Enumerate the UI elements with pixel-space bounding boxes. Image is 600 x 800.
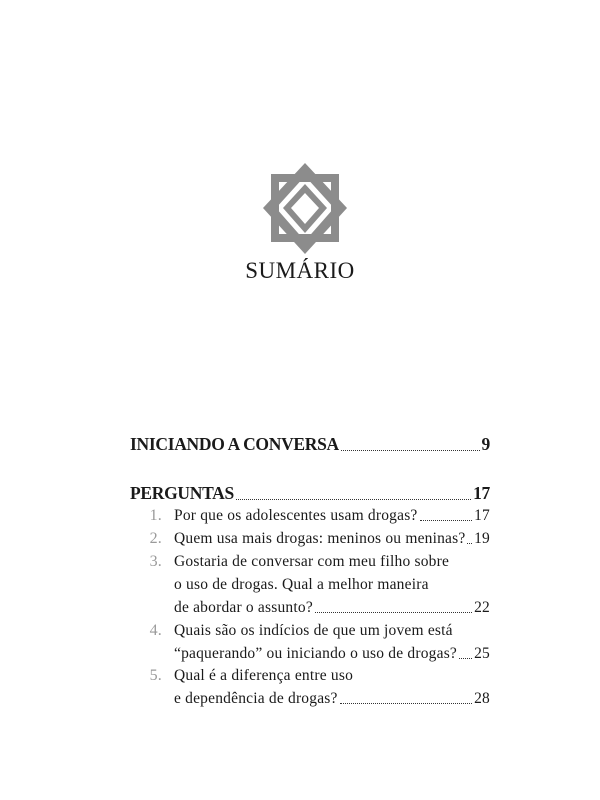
- page-title: SUMÁRIO: [245, 258, 355, 283]
- item-number: 3.: [149, 553, 162, 570]
- page-number: 19: [474, 530, 490, 547]
- item-line: Por que os adolescentes usam drogas?: [174, 507, 418, 524]
- item-line: e dependência de drogas?: [174, 690, 338, 707]
- toc-item-3[interactable]: [130, 553, 490, 625]
- item-number: 1.: [149, 507, 162, 524]
- item-line: Qual é a diferença entre uso: [174, 667, 354, 684]
- dot-leader: [315, 612, 472, 613]
- item-number: 4.: [149, 622, 162, 639]
- item-number: 2.: [149, 530, 162, 547]
- page-number: 9: [481, 434, 490, 454]
- item-line: Quais são os indícios de que um jovem está: [174, 622, 453, 639]
- page-number: 17: [474, 507, 490, 524]
- toc-section-iniciando[interactable]: [130, 434, 490, 455]
- toc-section-perguntas[interactable]: [130, 483, 490, 504]
- dot-leader: [341, 450, 480, 451]
- item-line: Quem usa mais drogas: meninos ou meninas?: [174, 530, 466, 547]
- item-line: “paquerando” ou iniciando o uso de drogas?: [174, 645, 458, 662]
- dot-leader: [467, 543, 472, 544]
- toc-item-5[interactable]: [130, 667, 490, 715]
- item-number: 5.: [149, 667, 162, 684]
- item-line: o uso de drogas. Qual a melhor maneira: [174, 576, 429, 593]
- toc-item-1[interactable]: [130, 507, 490, 531]
- dot-leader: [236, 499, 471, 500]
- section-label: PERGUNTAS: [130, 483, 234, 503]
- ornament-icon: [262, 162, 348, 256]
- toc-item-4[interactable]: [130, 622, 490, 670]
- item-line: Gostaria de conversar com meu filho sobre: [174, 553, 450, 570]
- section-label: INICIANDO A CONVERSA: [130, 434, 339, 454]
- page-number: 17: [473, 483, 490, 503]
- dot-leader: [340, 703, 473, 704]
- page-number: 28: [474, 690, 490, 707]
- item-line: de abordar o assunto?: [174, 599, 313, 616]
- toc-item-2[interactable]: [130, 530, 490, 554]
- page-number: 25: [474, 645, 490, 662]
- dot-leader: [420, 520, 473, 521]
- dot-leader: [459, 658, 472, 659]
- page-number: 22: [474, 599, 490, 616]
